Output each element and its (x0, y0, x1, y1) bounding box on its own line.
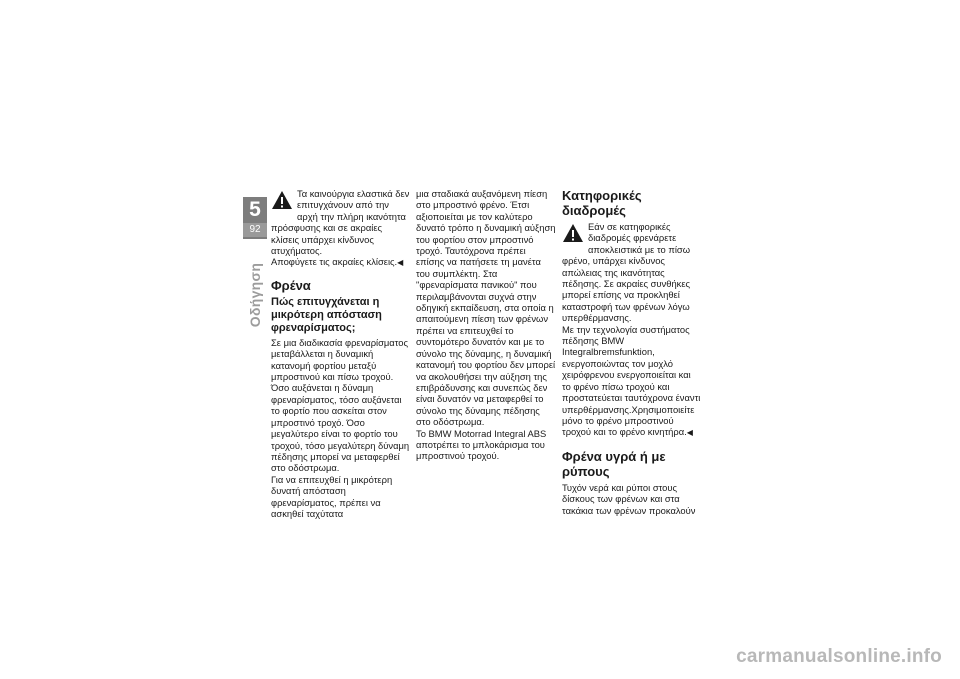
watermark: carmanualsonline.info (736, 646, 942, 667)
warning-triangle-icon (562, 223, 584, 243)
text-column-2 (416, 188, 556, 462)
body-paragraph: Το BMW Motorrad Integral ABS αποτρέπει το μπλοκάρισμα του μπροστινού τροχού. (416, 427, 547, 462)
warning-text: Τα καινούργια ελαστικά δεν επιτυγχάνουν από την αρχή την πλήρη ικανότητα πρόσφυσης και σε ακραίες κλίσεις υπάρχει κίνδυνος ατυχήματος. (271, 188, 410, 257)
section-side-label-text: Οδήγηση (247, 262, 263, 328)
chapter-number: 5 (249, 198, 261, 221)
end-mark-icon: ◀ (397, 258, 404, 268)
text-column-3 (562, 188, 702, 516)
subsection-heading: Πώς επιτυγχάνεται η μικρότερη απόσταση φρεναρίσματος; (271, 295, 382, 334)
warning-text: Εάν σε κατηφορικές διαδρομές φρενάρετε αποκλειστικά με το πίσω φρένο, υπάρχει κίνδυνος απώλειας της ικανότητας πέδησης. Σε ακραίες συνθήκες μπορεί επίσης να προκληθεί καταστροφή των φρένων λόγω υπερθέρμανσης. (562, 221, 691, 324)
section-heading-brakes: Φρένα (271, 277, 311, 293)
body-paragraph: Σε μια διαδικασία φρεναρίσματος μεταβάλλεται η δυναμική κατανομή φορτίου μεταξύ μπροστινού και πίσω τροχού. Όσο αυξάνεται η δύναμη φρεναρίσματος, τόσο αυξάνεται το φορτίο που ασκείται στον μπροστινό τροχό. Όσο μεγαλύτερο είναι το φορτίο του τροχού, τόσο μεγαλύτερη δύναμη πέδησης μπορεί να μεταφερθεί στο οδόστρωμα. (271, 336, 410, 474)
warning-block (271, 188, 411, 256)
section-heading-wet-brakes: Φρένα υγρά ή με ρύπους (562, 448, 666, 479)
body-paragraph: Τυχόν νερά και ρύποι στους δίσκους των φρένων και στα τακάκια των φρένων προκαλούν (562, 481, 696, 516)
warning-advice: Αποφύγετε τις ακραίες κλίσεις.◀ (271, 256, 404, 268)
text-column-1 (271, 188, 411, 519)
body-paragraph: μια σταδιακά αυξανόμενη πίεση στο μπροστινό φρένο. Έτσι αξιοποιείται με τον καλύτερο δυνατό τρόπο η δυναμική αύξηση του φορτίου στον μπροστινό τροχό. Ταυτόχρονα πρέπει επίσης να πατήσετε τη μανέτα του συμπλέκτη. Στα "φρεναρίσματα πανικού" που περιλαμβάνονται συχνά στην οδηγική εκπαίδευση, στα οποία η απαιτούμενη πίεση των φρένων πρέπει να επιτευχθεί το συντομότερο δυνατόν και με το σύνολο της δύναμης, η δυναμική κατανομή του φορτίου δεν μπορεί να ακολουθήσει την αύξηση της επιβράδυνσης και συνεπώς δεν είναι δυνατόν να μεταφερθεί το σύνολο της δύναμης πέδησης στο οδόστρωμα. (416, 188, 556, 428)
warning-block (562, 221, 702, 324)
warning-triangle-icon (271, 190, 293, 210)
section-heading-downhill: Κατηφορικές διαδρομές (562, 188, 642, 218)
body-paragraph: Για να επιτευχθεί η μικρότερη δυνατή απόσταση φρεναρίσματος, πρέπει να ασκηθεί ταχύτατα (271, 473, 393, 519)
end-mark-icon: ◀ (686, 428, 693, 438)
chapter-tab (243, 197, 267, 239)
page-number: 92 (243, 223, 267, 237)
body-paragraph: Με την τεχνολογία συστήματος πέδησης BMW Integralbremsfunktion, ενεργοποιώντας τον μοχλό χειρόφρενου ενεργοποιείται και το φρένο πίσω τροχού και προστατεύεται ταυτόχρονα έναντι υπερθέρμανσης.Χρησιμοποιείτε μόνο το φρένο μπροστινού τροχού και το φρένο κινητήρα.◀ (562, 323, 701, 438)
